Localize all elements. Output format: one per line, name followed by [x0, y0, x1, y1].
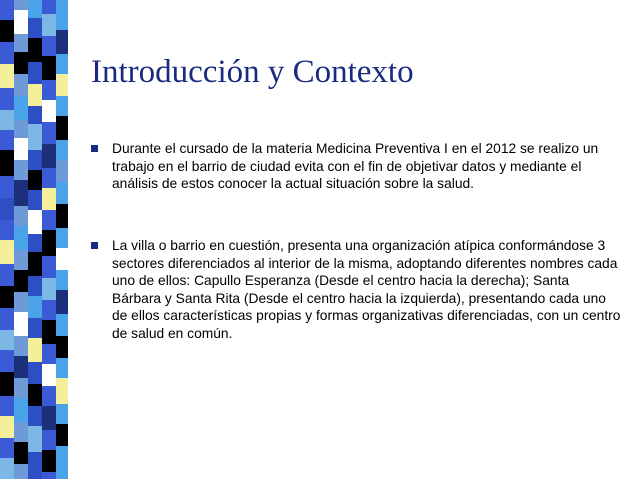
decorative-side-strip — [0, 0, 70, 479]
bullet-item — [91, 237, 621, 343]
square-bullet-icon — [91, 145, 98, 152]
square-bullet-icon — [91, 242, 98, 249]
bullet-item — [91, 140, 621, 193]
bullet-text: La villa o barrio en cuestión, presenta una organización atípica conformándose 3 sectores diferenciados al interior de la misma, adoptando diferentes nombres cada uno de ellos: Capullo Esperanza (Desde el centro hacia la derecha); Santa Bárbara y Santa Rita (Desde el centro hacia la izquierda), presentando cada uno de ellos características propias y formas organizativas diferenciadas, con un centro de salud en común. — [112, 238, 621, 341]
slide-title: Introducción y Contexto — [91, 54, 414, 90]
bullet-text: Durante el cursado de la materia Medicina Preventiva I en el 2012 se realizo un trabajo en el barrio de ciudad evita con el fin de objetivar datos y mediante el análisis de estos conocer la actual situación sobre la salud. — [112, 141, 599, 192]
